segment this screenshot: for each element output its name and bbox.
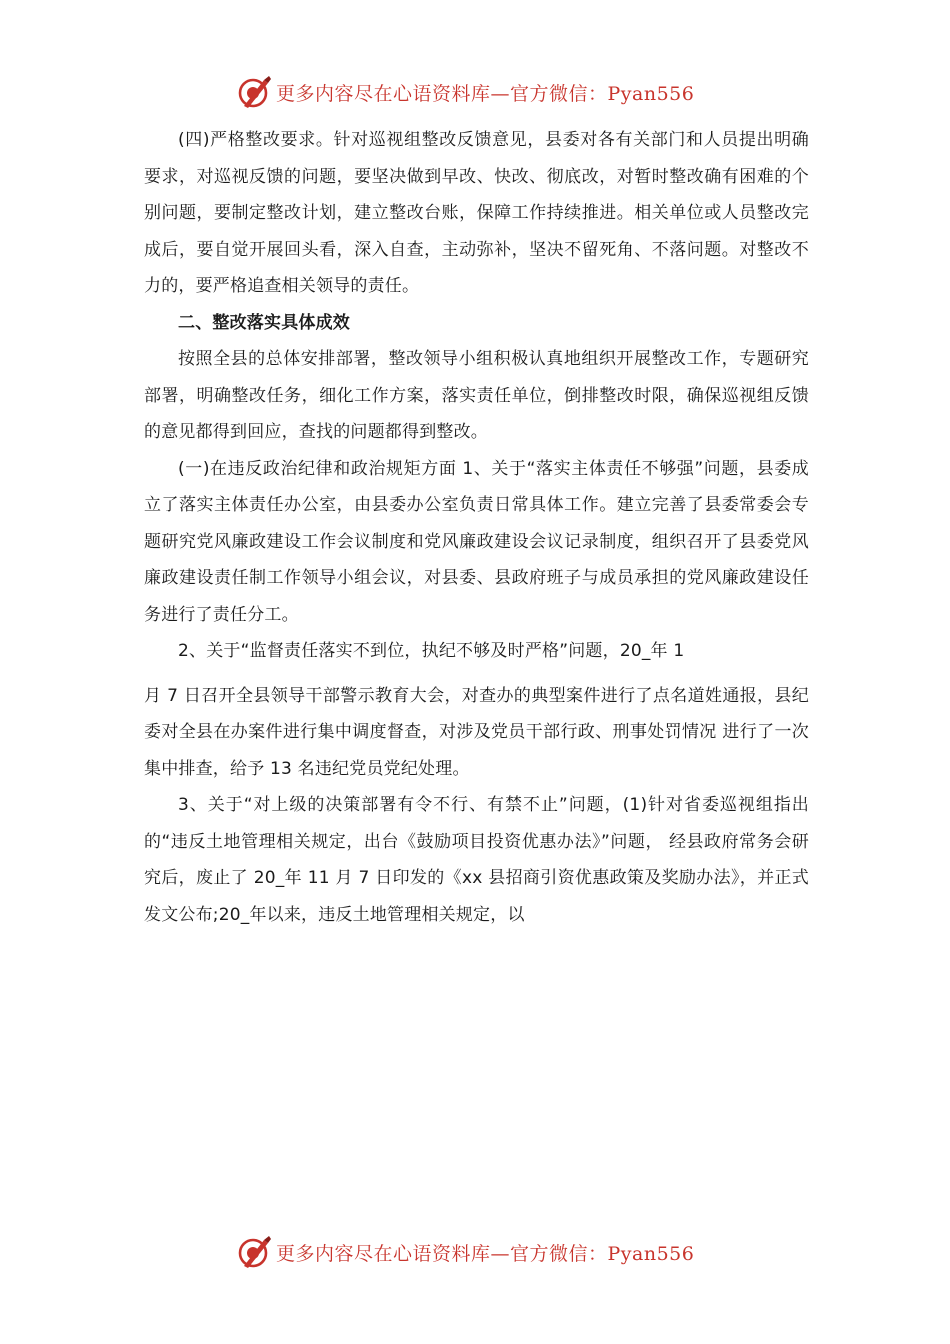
paragraph-overall-arrangement: 按照全县的总体安排部署，整改领导小组积极认真地组织开展整改工作，专题研究部署，明确整改任务，细化工作方案，落实责任单位，倒排整改时限，确保巡视组反馈的意见都得到回应，查找的问题都得到整改。 — [144, 349, 809, 442]
pen-logo-icon — [236, 74, 272, 110]
section-heading: 二、整改落实具体成效 — [178, 312, 350, 333]
paragraph-supervision-body: 月 7 日召开全县领导干部警示教育大会，对查办的典型案件进行了点名道姓通报，县纪委对全县在办案件进行集中调度督查，对涉及党员干部行政、刑事处罚情况 进行了一次集中排查，给予 13 名违纪党员党纪处理。 — [144, 685, 809, 779]
paragraph-decision-deployment: 3、关于“对上级的决策部署有令不行、有禁不止”问题，(1)针对省委巡视组指出的“违反土地管理相关规定，出台《鼓励项目投资优惠办法》”问题， 经县政府常务会研究后，废止了 20_年 11 月 7 日印发的《xx 县招商引资优惠政策及奖励办法》，并正式发文公布;20_年以来，违反土地管理相关规定，以 — [144, 795, 809, 925]
paragraph-supervision-intro: 2、关于“监督责任落实不到位，执纪不够及时严格”问题，20_年 1 — [178, 641, 685, 661]
paragraph-political-discipline: (一)在违反政治纪律和政治规矩方面 1、关于“落实主体责任不够强”问题，县委成立了落实主体责任办公室，由县委办公室负责日常具体工作。建立完善了县委常委会专题研究党风廉政建设工作会议制度和党风廉政建设会议记录制度，组织召开了县委党风廉政建设责任制工作领导小组会议，对县委、县政府班子与成员承担的党风廉政建设任务进行了责任分工。 — [144, 458, 809, 625]
paragraph-strict-rectification: (四)严格整改要求。针对巡视组整改反馈意见，县委对各有关部门和人员提出明确要求，对巡视反馈的问题，要坚决做到早改、快改、彻底改，对暂时整改确有困难的个别问题，要制定整改计划，建立整改台账，保障工作持续推进。相关单位或人员整改完成后，要自觉开展回头看，深入自查，主动弥补，坚决不留死角、不落问题。对整改不力的，要严格追查相关领导的责任。 — [144, 130, 809, 296]
header-watermark — [236, 72, 694, 112]
document-body — [144, 122, 809, 933]
watermark-text: 更多内容尽在心语资料库—官方微信：Pyan556 — [276, 82, 695, 105]
watermark-text: 更多内容尽在心语资料库—官方微信：Pyan556 — [276, 1242, 695, 1265]
pen-logo-icon — [236, 1234, 272, 1270]
footer-watermark — [236, 1232, 694, 1272]
